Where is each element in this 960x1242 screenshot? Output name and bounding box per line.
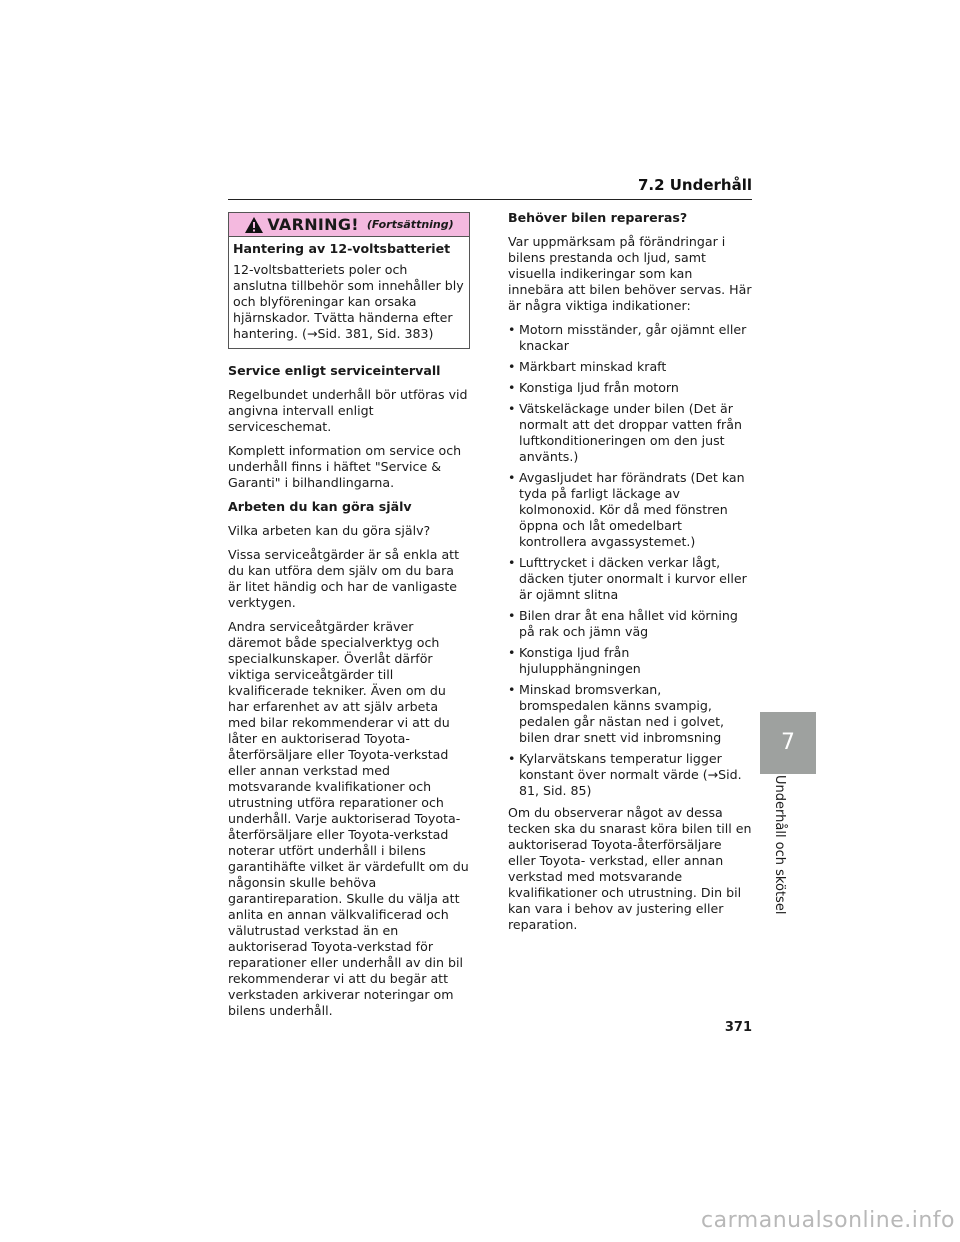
section-title: 7.2 Underhåll (637, 176, 752, 194)
warning-title: VARNING! (267, 214, 359, 234)
list-item: • Konstiga ljud från hjulupphängningen (508, 645, 752, 677)
left-column (228, 212, 470, 1027)
paragraph: Var uppmärksam på förändringar i bilens prestanda och ljud, samt visuella indikeringar som kan innebära att bilen behöver servas. Här är några viktiga indikationer: (508, 234, 752, 313)
warning-subtitle: (Fortsättning) (366, 217, 454, 231)
paragraph: Vissa serviceåtgärder är så enkla att du kan utföra dem själv om du bara är litet händig och har de vanligaste verktygen. (228, 547, 460, 610)
list-item: • Kylarvätskans temperatur ligger konstant över normalt värde (→Sid. 81, Sid. 85) (508, 751, 752, 799)
list-item: • Minskad bromsverkan, bromspedalen känns svampig, pedalen går nästan ned i golvet, bilen drar snett vid inbromsning (508, 682, 752, 746)
list-item: • Lufttrycket i däcken verkar lågt, däcken tjuter onormalt i kurvor eller är ojämnt slitna (508, 555, 752, 603)
watermark: carmanualsonline.info (701, 1208, 955, 1233)
warning-heading: Hantering av 12-voltsbatteriet (233, 241, 451, 256)
paragraph: Vilka arbeten kan du göra själv? (228, 523, 431, 538)
list-item: • Märkbart minskad kraft (508, 359, 752, 375)
service-interval-heading: Service enligt serviceintervall (228, 363, 441, 378)
list-item: • Bilen drar åt ena hållet vid körning på rak och jämn väg (508, 608, 752, 640)
paragraph: Andra serviceåtgärder kräver däremot både specialverktyg och specialkunskaper. Överlåt därför viktiga serviceåtgärder till kvalificerade tekniker. Även om du har erfarenhet av att själv arbeta med bilar rekommenderar vi att du låter en auktoriserad Toyota-återförsäljare eller Toyota-verkstad eller annan verkstad med motsvarande kvalifikationer och utrustning utföra reparationer och underhåll. Varje auktoriserad Toyota-återförsäljare eller Toyota-verkstad noterar utfört underhåll i bilens garantihäfte vilket är värdefullt om du någonsin skulle behöva garantireparation. Skulle du välja att anlita en annan välkvalificerad och välutrustad verkstad än en auktoriserad Toyota-verkstad för reparationer eller underhåll av din bil rekommenderar vi att du begär att verkstaden arkiverar noteringar om bilens underhåll. (228, 619, 469, 1018)
page-number: 371 (724, 1020, 752, 1035)
list-item: • Konstiga ljud från motorn (508, 380, 752, 396)
diy-heading: Arbeten du kan göra själv (228, 499, 412, 514)
warning-box (228, 212, 470, 349)
paragraph: Om du observerar något av dessa tecken ska du snarast köra bilen till en auktoriserad Toyota-återförsäljare eller Toyota- verkstad, eller annan verkstad med motsvarande kvalifikationer och utrustning. Din bil kan vara i behov av justering eller reparation. (508, 805, 752, 932)
repair-heading: Behöver bilen repareras? (508, 210, 688, 225)
indication-list (508, 322, 752, 799)
header-divider (228, 199, 752, 200)
list-item: • Motorn misständer, går ojämnt eller knackar (508, 322, 752, 354)
paragraph: Komplett information om service och underhåll finns i häftet "Service & Garanti" i bilhandlingarna. (228, 443, 462, 490)
list-item: • Vätskeläckage under bilen (Det är normalt att det droppar vatten från luftkonditioneringen om den just använts.) (508, 401, 752, 465)
chapter-label: Underhåll och skötsel (772, 775, 787, 915)
warning-text: 12-voltsbatteriets poler och anslutna tillbehör som innehåller bly och blyföreningar kan orsaka hjärnskador. Tvätta händerna efter hantering. (→Sid. 381, Sid. 383) (233, 262, 464, 341)
paragraph: Regelbundet underhåll bör utföras vid angivna intervall enligt serviceschemat. (228, 387, 468, 434)
warning-header (229, 213, 469, 237)
chapter-tab[interactable]: 7 (760, 712, 816, 774)
warning-triangle-icon (244, 216, 264, 234)
warning-body (229, 237, 469, 348)
right-column (508, 210, 752, 941)
list-item: • Avgasljudet har förändrats (Det kan tyda på farligt läckage av kolmonoxid. Kör då med fönstren öppna och låt omedelbart kontrollera avgassystemet.) (508, 470, 752, 550)
